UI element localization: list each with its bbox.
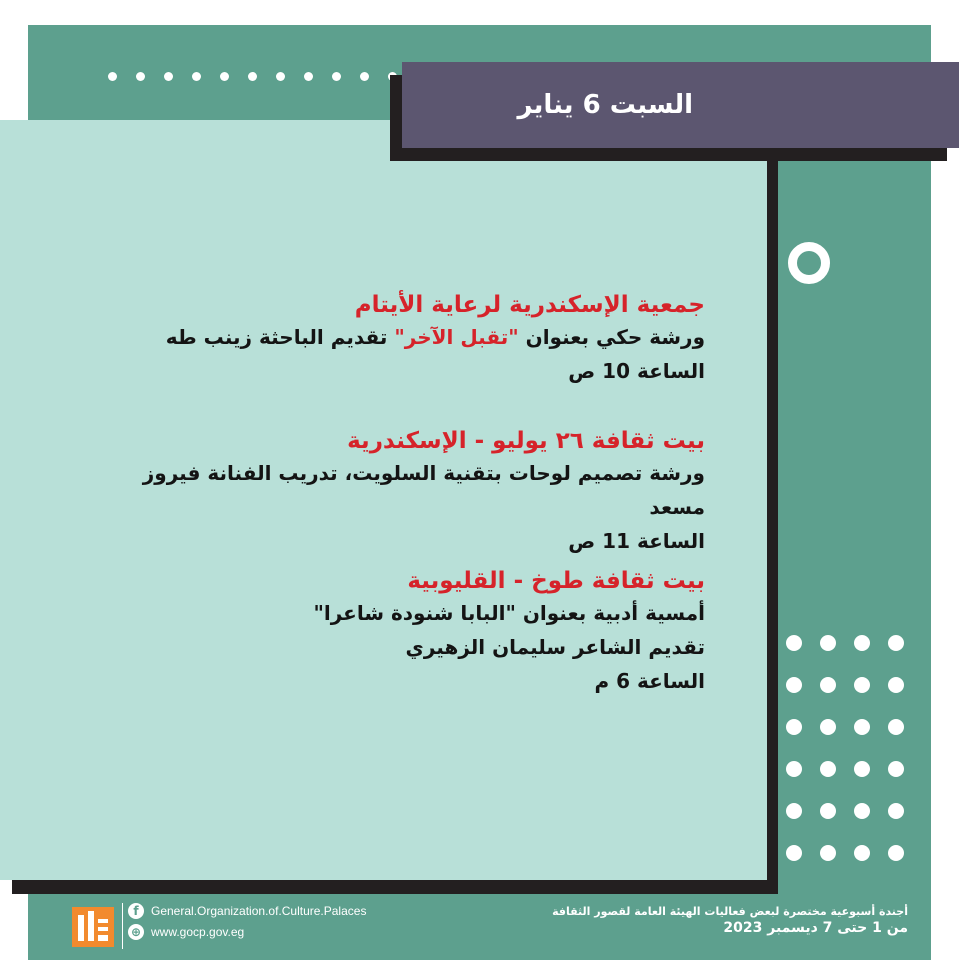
- decorative-ring-icon: [788, 242, 830, 284]
- event-title: بيت ثقافة طوخ - القليوبية: [407, 568, 705, 594]
- footer-divider: [122, 903, 123, 949]
- event-quote: "تقبل الآخر": [394, 325, 519, 349]
- facebook-icon: f: [128, 903, 144, 919]
- event-time: الساعة 11 ص: [568, 529, 705, 553]
- agenda-caption: [552, 905, 908, 936]
- event-title: بيت ثقافة ٢٦ يوليو - الإسكندرية: [347, 428, 705, 454]
- event-presenter: تقديم الشاعر سليمان الزهيري: [405, 635, 705, 659]
- event-title: جمعية الإسكندرية لرعاية الأيتام: [354, 292, 705, 318]
- event-description: ورشة تصميم لوحات بتقنية السلويت، تدريب الفنانة فيروز مسعد: [142, 461, 705, 519]
- event-item: [85, 426, 705, 558]
- date-label: السبت 6 يناير: [517, 90, 693, 120]
- facebook-page-link[interactable]: General.Organization.of.Culture.Palaces: [151, 904, 367, 918]
- globe-icon: ⊕: [128, 924, 144, 940]
- decorative-dots-row: [108, 72, 425, 81]
- event-item: [166, 290, 705, 388]
- event-description: أمسية أدبية بعنوان "البابا شنودة شاعرا": [313, 601, 705, 625]
- website-link[interactable]: www.gocp.gov.eg: [151, 925, 245, 939]
- agenda-title: أجندة أسبوعية مختصرة لبعض فعاليات الهيئة العامة لقصور الثقافة: [552, 905, 908, 918]
- event-time: الساعة 6 م: [594, 669, 705, 693]
- decorative-dot-grid: [786, 635, 904, 861]
- event-item: [313, 566, 705, 698]
- agenda-date-range: من 1 حتى 7 ديسمبر 2023: [723, 920, 908, 936]
- footer: [0, 895, 960, 960]
- gocp-logo-icon: [72, 907, 114, 947]
- event-time: الساعة 10 ص: [568, 359, 705, 383]
- event-description: ورشة حكي بعنوان "تقبل الآخر" تقديم الباحثة زينب طه: [165, 325, 705, 349]
- date-header: [402, 62, 959, 148]
